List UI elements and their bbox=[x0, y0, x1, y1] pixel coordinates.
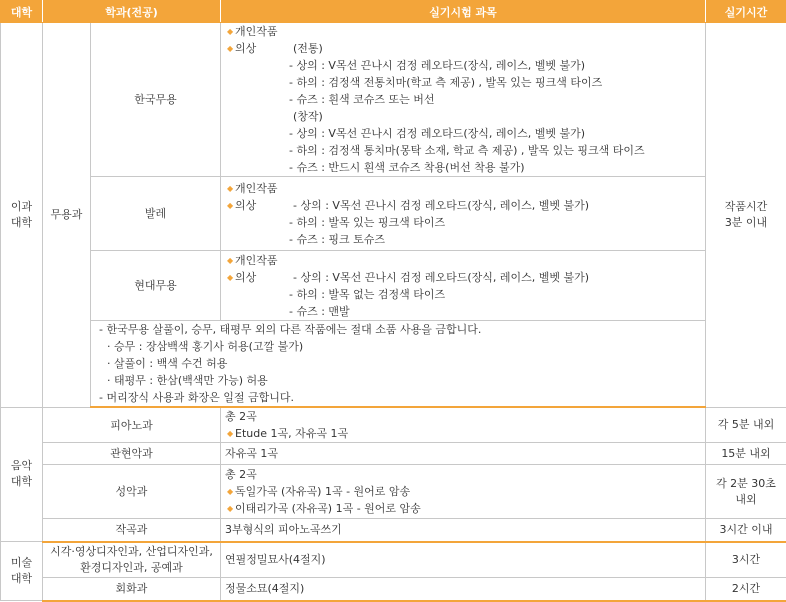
major-korean-dance: 한국무용 bbox=[91, 23, 221, 177]
subject-korean-dance: ◆ 개인작품 ◆ 의상 (전통) - 상의 : V목선 끈나시 검정 레오타드(장식, 레이스, 벨벳 불가) - 하의 : 검정색 전통치마(학교 측 제공) , 발목 있는 핑크색 타이즈 - 슈즈 : 흰색 코슈즈 또는 버선 (창작) - 상의 : V목선 끈나시 검정 레오타드(장식, 레이스, 벨벳 불가) - 하의 : 검정색 통치마(몽탁 소재, 학교 측 제공) , 발목 있는 핑크색 타이즈 - 슈즈 : 반드시 흰색 코슈즈 착용(버선 착용 불가) bbox=[221, 23, 706, 177]
bullet-icon: ◆ bbox=[227, 483, 235, 500]
bullet-icon: ◆ bbox=[227, 197, 235, 214]
row-korean-dance bbox=[1, 23, 786, 177]
dept-piano: 피아노과 bbox=[43, 407, 221, 443]
bullet-icon: ◆ bbox=[227, 425, 235, 442]
time-piano: 각 5분 내외 bbox=[706, 407, 786, 443]
dept-design: 시각·영상디자인과, 산업디자인과, 환경디자인과, 공예과 bbox=[43, 542, 221, 578]
dept-composition: 작곡과 bbox=[43, 519, 221, 542]
row-orchestra bbox=[1, 443, 786, 465]
college-eumak: 음악 대학 bbox=[1, 407, 43, 542]
major-modern-dance: 현대무용 bbox=[91, 251, 221, 321]
row-composition bbox=[1, 519, 786, 542]
bullet-icon: ◆ bbox=[227, 23, 235, 40]
subject-composition: 3부형식의 피아노곡쓰기 bbox=[221, 519, 706, 542]
subject-design: 연필정밀묘사(4절지) bbox=[221, 542, 706, 578]
subject-vocal: 총 2곡 ◆ 독일가곡 (자유곡) 1곡 - 원어로 암송 ◆ 이태리가곡 (자유곡) 1곡 - 원어로 암송 bbox=[221, 465, 706, 519]
row-dance-notes bbox=[1, 321, 786, 408]
row-modern-dance bbox=[1, 251, 786, 321]
time-composition: 3시간 이내 bbox=[706, 519, 786, 542]
subject-piano: 총 2곡 ◆ Etude 1곡, 자유곡 1곡 bbox=[221, 407, 706, 443]
subject-modern-dance: ◆ 개인작품 ◆ 의상 - 상의 : V목선 끈나시 검정 레오타드(장식, 레이스, 벨벳 불가) - 하의 : 발목 없는 검정색 타이즈 - 슈즈 : 맨발 bbox=[221, 251, 706, 321]
time-design: 3시간 bbox=[706, 542, 786, 578]
bullet-icon: ◆ bbox=[227, 269, 235, 286]
row-ballet bbox=[1, 177, 786, 251]
subject-orchestra: 자유곡 1곡 bbox=[221, 443, 706, 465]
header-time: 실기시간 bbox=[706, 1, 786, 23]
time-vocal: 각 2분 30초 내외 bbox=[706, 465, 786, 519]
bullet-icon: ◆ bbox=[227, 180, 235, 197]
dept-painting: 회화과 bbox=[43, 578, 221, 601]
row-design bbox=[1, 542, 786, 578]
major-ballet: 발레 bbox=[91, 177, 221, 251]
row-piano bbox=[1, 407, 786, 443]
header-subject: 실기시험 과목 bbox=[221, 1, 706, 23]
subject-ballet: ◆ 개인작품 ◆ 의상 - 상의 : V목선 끈나시 검정 레오타드(장식, 레이스, 벨벳 불가) - 하의 : 발목 있는 핑크색 타이즈 - 슈즈 : 핑크 토슈즈 bbox=[221, 177, 706, 251]
college-yigwa: 이과 대학 bbox=[1, 23, 43, 408]
header-college: 대학 bbox=[1, 1, 43, 23]
header-row bbox=[1, 1, 786, 23]
college-misul: 미술 대학 bbox=[1, 542, 43, 601]
bullet-icon: ◆ bbox=[227, 252, 235, 269]
time-dance: 작품시간 3분 이내 bbox=[706, 23, 786, 408]
time-painting: 2시간 bbox=[706, 578, 786, 601]
dept-dance: 무용과 bbox=[43, 23, 91, 408]
subject-painting: 정물소묘(4절지) bbox=[221, 578, 706, 601]
time-orchestra: 15분 내외 bbox=[706, 443, 786, 465]
bullet-icon: ◆ bbox=[227, 500, 235, 517]
row-painting bbox=[1, 578, 786, 601]
dept-orchestra: 관현악과 bbox=[43, 443, 221, 465]
dept-vocal: 성악과 bbox=[43, 465, 221, 519]
row-vocal bbox=[1, 465, 786, 519]
dance-notes: - 한국무용 살풀이, 승무, 태평무 외의 다른 작품에는 절대 소품 사용을 금합니다. · 승무 : 장삼백색 홍기사 허용(고깔 불가) · 살풀이 : 백색 수건 허용 · 태평무 : 한삼(백색만 가능) 허용 - 머리장식 사용과 화장은 일절 금합니다. bbox=[91, 321, 706, 408]
header-department: 학과(전공) bbox=[43, 1, 221, 23]
bullet-icon: ◆ bbox=[227, 40, 235, 57]
